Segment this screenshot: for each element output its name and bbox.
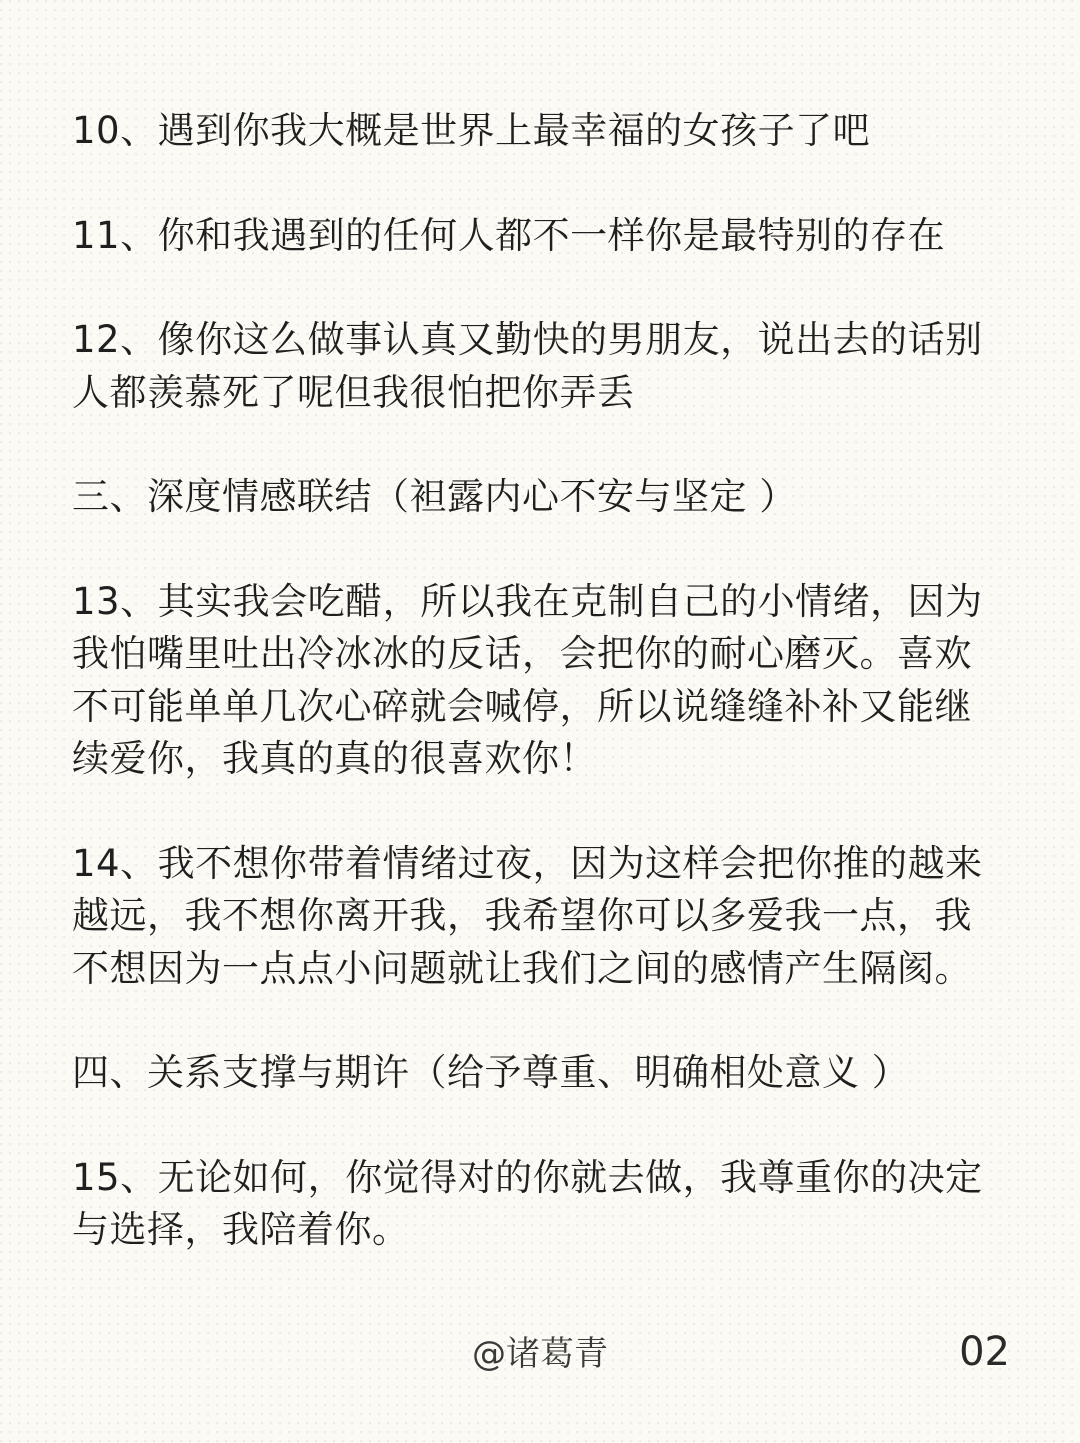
paragraph-15: 15、无论如何，你觉得对的你就去做，我尊重你的决定与选择，我陪着你。: [72, 1155, 983, 1251]
paragraph-14: 14、我不想你带着情绪过夜，因为这样会把你推的越来越远，我不想你离开我，我希望你可以多爱我一点，我不想因为一点点小问题就让我们之间的感情产生隔阂。: [72, 841, 983, 990]
section-heading-4: 四、关系支撑与期许（给予尊重、明确相处意义 ）: [72, 1051, 910, 1094]
page-number: 02: [959, 1329, 1010, 1375]
note-body: [72, 105, 1008, 1309]
paragraph-10: 10、遇到你我大概是世界上最幸福的女孩子了吧: [72, 109, 871, 152]
paragraph-11: 11、你和我遇到的任何人都不一样你是最特别的存在: [72, 213, 946, 257]
author-handle: @诸葛青: [472, 1334, 608, 1374]
paragraph-12: 12、像你这么做事认真又勤快的男朋友，说出去的话别人都羡慕死了呢但我很怕把你弄丢: [72, 318, 983, 414]
section-heading-3: 三、深度情感联结（袒露内心不安与坚定 ）: [72, 475, 797, 518]
paragraph-13: 13、其实我会吃醋，所以我在克制自己的小情绪，因为我怕嘴里吐出冷冰冰的反话，会把你的耐心磨灭。喜欢不可能单单几次心碎就会喊停，所以说缝缝补补又能继续爱你，我真的真的很喜欢你！: [72, 579, 983, 780]
